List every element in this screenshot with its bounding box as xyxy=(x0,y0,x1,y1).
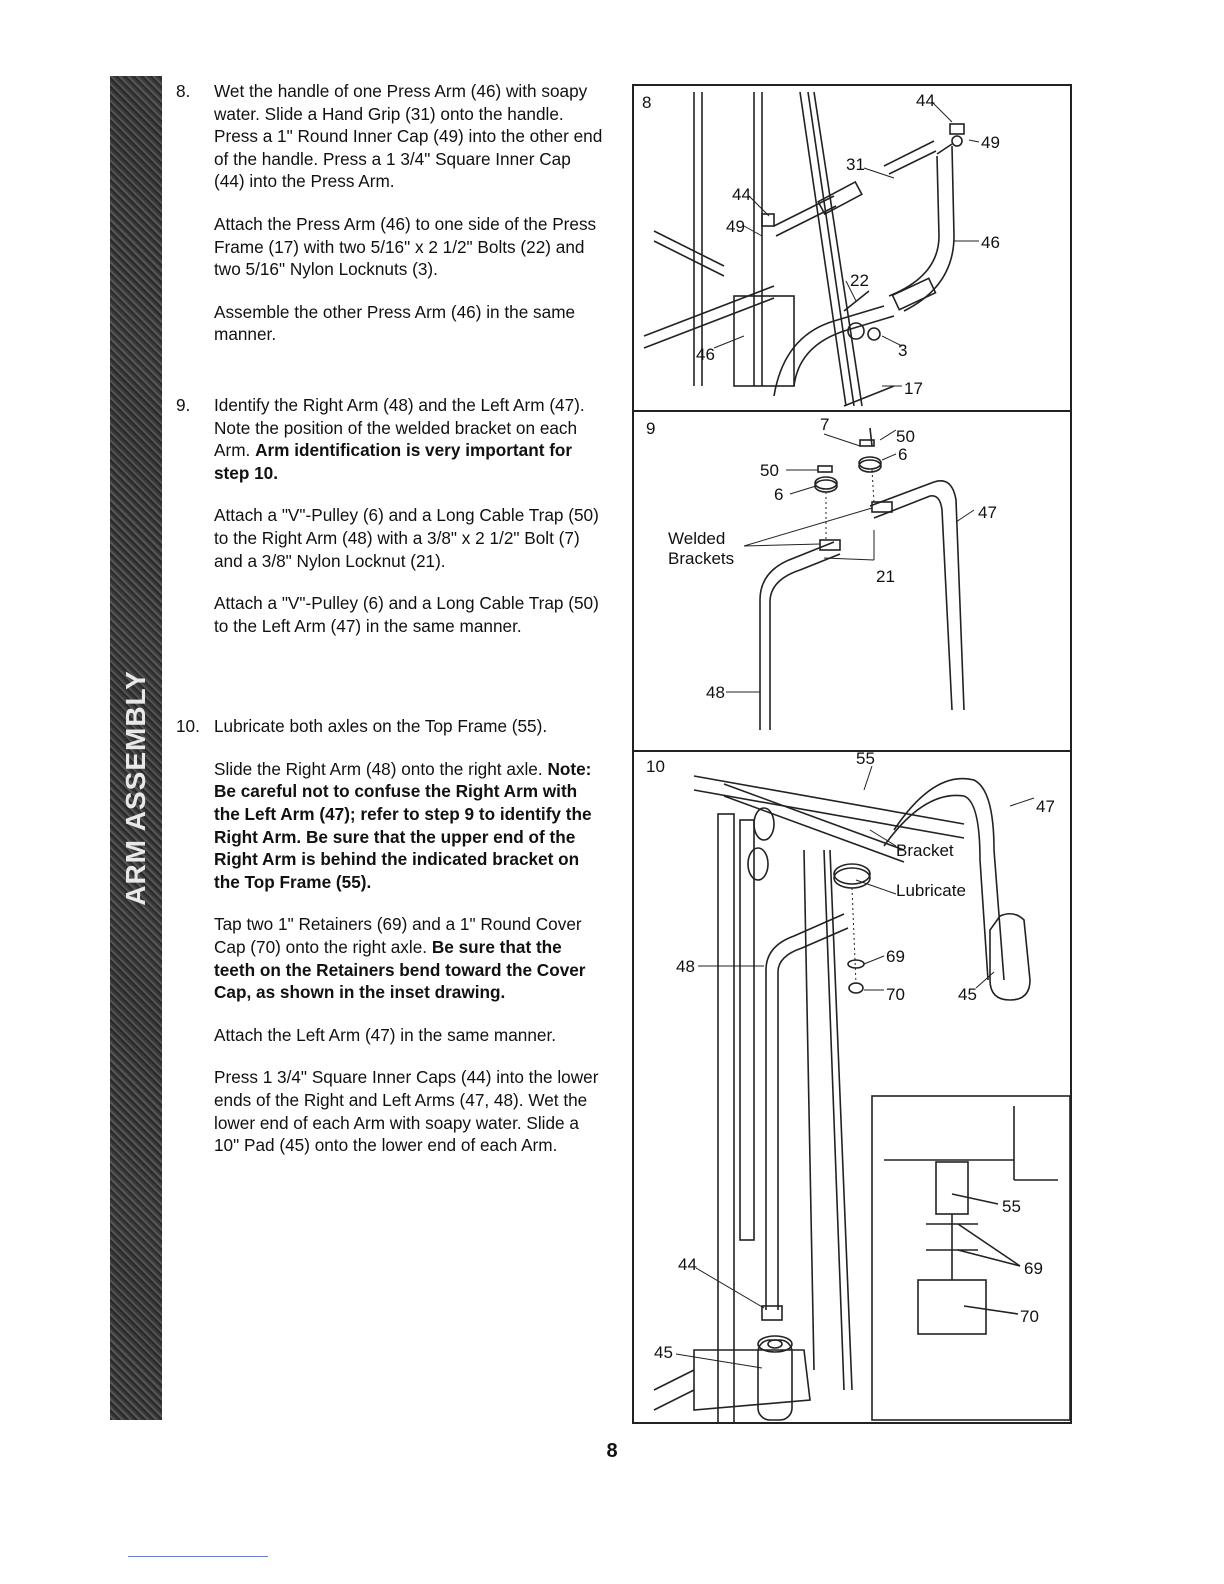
part-label: 45 xyxy=(654,1343,673,1362)
part-label: 44 xyxy=(916,91,935,110)
step-number: 8. xyxy=(176,81,191,101)
part-label: 46 xyxy=(696,345,715,364)
figure-9 xyxy=(634,410,1070,752)
step-number: 10. xyxy=(176,716,200,737)
part-label: 45 xyxy=(958,985,977,1004)
figure-number: 9 xyxy=(646,419,656,438)
label-lubricate: Lubricate xyxy=(896,881,966,900)
part-label: 6 xyxy=(774,485,784,504)
part-label: 47 xyxy=(978,503,997,522)
section-sidebar xyxy=(110,76,162,1420)
part-label: 50 xyxy=(896,427,915,446)
figure-10 xyxy=(634,750,1070,1424)
inset-part-label: 70 xyxy=(1020,1307,1039,1326)
part-label: 48 xyxy=(676,957,695,976)
figure-number: 10 xyxy=(646,757,665,776)
inset-part-label: 69 xyxy=(1024,1259,1043,1278)
label-welded: Welded xyxy=(668,529,726,548)
step-paragraph: Identify the Right Arm (48) and the Left Arm (47). Note the position of the welded bracket on each Arm. Arm identification is very important for step 10. xyxy=(214,394,585,483)
part-label: 48 xyxy=(706,683,725,702)
part-label: 49 xyxy=(981,133,1000,152)
figure-number: 8 xyxy=(642,93,652,112)
part-label: 44 xyxy=(678,1255,697,1274)
instructions-column xyxy=(176,80,606,1177)
step-paragraph: Attach the Press Arm (46) to one side of the Press Frame (17) with two 5/16" x 2 1/2" Bolts (22) and two 5/16" Nylon Locknuts (3). xyxy=(214,213,597,280)
part-label: 7 xyxy=(820,415,830,434)
part-label: 46 xyxy=(981,233,1000,252)
step-paragraph: Lubricate both axles on the Top Frame (55). xyxy=(214,716,548,737)
part-label: 47 xyxy=(1036,797,1055,816)
figure-8-drawing xyxy=(634,86,1070,408)
figure-8 xyxy=(634,86,1070,412)
figures-column xyxy=(632,84,1072,1424)
step-number: 9. xyxy=(176,394,191,415)
part-label: 31 xyxy=(846,155,865,174)
step-paragraph: Press 1 3/4" Square Inner Caps (44) into the lower ends of the Right and Left Arms (47, 48). Wet the lower end of each Arm with soapy water. Slide a 10" Pad (45) onto the lower end of each Arm. xyxy=(214,1067,599,1156)
part-label: 69 xyxy=(886,947,905,966)
step-8 xyxy=(176,80,606,346)
part-label: 21 xyxy=(876,567,895,586)
bottom-rule xyxy=(128,1556,268,1557)
part-label: 6 xyxy=(898,445,908,464)
part-label: 44 xyxy=(732,185,751,204)
step-paragraph: Wet the handle of one Press Arm (46) with soapy water. Slide a Hand Grip (31) onto the handle. Press a 1" Round Inner Cap (49) into the other end of the handle. Press a 1 3/4" Square Inner Cap (44) into the Press Arm. xyxy=(214,81,603,192)
inset-part-label: 55 xyxy=(1002,1197,1021,1216)
label-brackets: Brackets xyxy=(668,549,735,568)
step-paragraph: Attach a "V"-Pulley (6) and a Long Cable Trap (50) to the Left Arm (47) in the same manner. xyxy=(214,593,599,636)
step-paragraph: Assemble the other Press Arm (46) in the same manner. xyxy=(214,301,576,345)
figure-9-drawing xyxy=(634,410,1070,748)
part-label: 50 xyxy=(760,461,779,480)
part-label: 17 xyxy=(904,379,923,398)
label-bracket: Bracket xyxy=(896,841,954,860)
step-paragraph: Attach the Left Arm (47) in the same manner. xyxy=(214,1024,557,1045)
step-paragraph: Tap two 1" Retainers (69) and a 1" Round Cover Cap (70) onto the right axle. Be sure that the teeth on the Retainers bend toward the Cover Cap, as shown in the inset drawing. xyxy=(214,914,586,1003)
part-label: 70 xyxy=(886,985,905,1004)
part-label: 55 xyxy=(856,750,875,768)
step-10 xyxy=(176,715,606,1157)
page-number: 8 xyxy=(606,1440,618,1462)
part-label: 49 xyxy=(726,217,745,236)
section-title: ARM ASSEMBLY xyxy=(120,670,151,906)
step-9 xyxy=(176,394,606,637)
figure-10-drawing xyxy=(634,750,1070,1422)
part-label: 3 xyxy=(898,341,908,360)
step-paragraph: Attach a "V"-Pulley (6) and a Long Cable Trap (50) to the Right Arm (48) with a 3/8" x 2 1/2" Bolt (7) and a 3/8" Nylon Locknut (21). xyxy=(214,505,599,571)
step-paragraph: Slide the Right Arm (48) onto the right axle. Note: Be careful not to confuse the Right Arm with the Left Arm (47); refer to step 9 to identify the Right Arm. Be sure that the upper end of the Right Arm is behind the indicated bracket on the Top Frame (55). xyxy=(214,758,592,892)
part-label: 22 xyxy=(850,271,869,290)
